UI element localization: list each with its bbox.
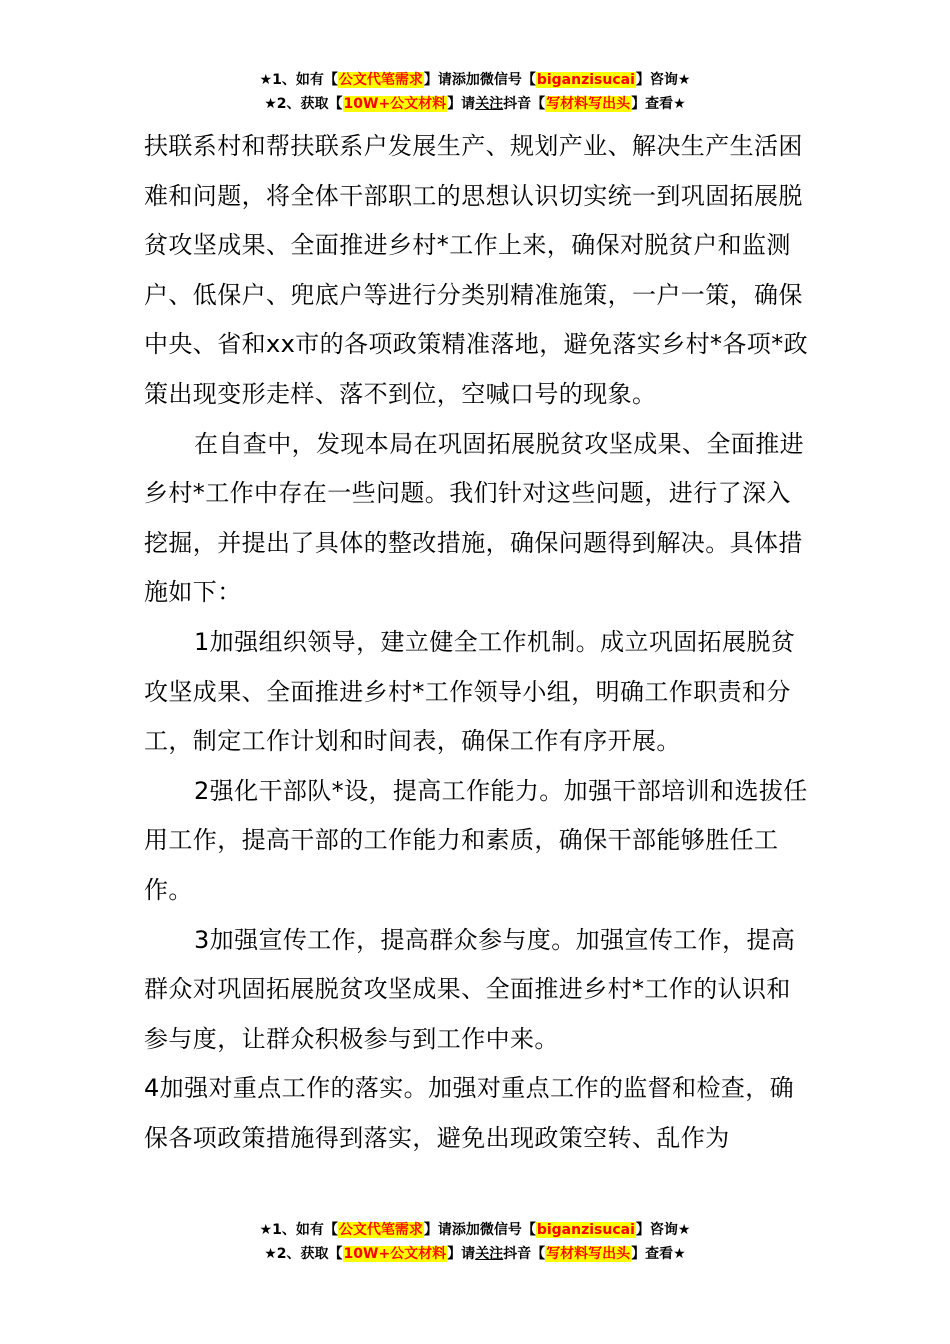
- paragraph-continuation: 扶联系村和帮扶联系户发展生产、规划产业、解决生产生活困难和问题，将全体干部职工的思想认识切实统一到巩固拓展脱贫攻坚成果、全面推进乡村*工作上来，确保对脱贫户和监测户、低保户、兜底户等进行分类别精准施策，一户一策，确保中央、省和xx市的各项政策精准落地，避免落实乡村*各项*政策出现变形走样、落不到位，空喊口号的现象。: [144, 132, 809, 408]
- highlight-materials: 10W+公文材料: [343, 96, 447, 112]
- header-banner: [0, 68, 950, 116]
- paragraph-measure-4: 4加强对重点工作的落实。加强对重点工作的监督和检查，确保各项政策措施得到落实，避免出现政策空转、乱作为: [144, 1074, 795, 1152]
- highlight-douyin-account: 写材料写出头: [546, 96, 631, 112]
- highlight-materials: 10W+公文材料: [343, 1246, 447, 1262]
- highlight-wechat-id: biganzisucai: [536, 72, 635, 88]
- document-body: [144, 122, 808, 1163]
- footer-line-1: ★1、如有【公文代笔需求】请添加微信号【biganzisucai】咨询★: [259, 1222, 691, 1238]
- footer-line-2: ★2、获取【10W+公文材料】请关注抖音【写材料写出头】查看★: [264, 1246, 686, 1262]
- paragraph-measure-1: 1加强组织领导，建立健全工作机制。成立巩固拓展脱贫攻坚成果、全面推进乡村*工作领导小组，明确工作职责和分工，制定工作计划和时间表，确保工作有序开展。: [144, 627, 796, 756]
- highlight-wechat-id: biganzisucai: [536, 1222, 635, 1238]
- header-line-2: ★2、获取【10W+公文材料】请关注抖音【写材料写出头】查看★: [264, 96, 686, 112]
- paragraph-self-check: 在自查中，发现本局在巩固拓展脱贫攻坚成果、全面推进乡村*工作中存在一些问题。我们针对这些问题，进行了深入挖掘，并提出了具体的整改措施，确保问题得到解决。具体措施如下：: [144, 429, 804, 607]
- paragraph-measure-3: 3加强宣传工作，提高群众参与度。加强宣传工作，提高群众对巩固拓展脱贫攻坚成果、全面推进乡村*工作的认识和参与度，让群众积极参与到工作中来。: [144, 925, 796, 1053]
- highlight-ghostwriting: 公文代笔需求: [338, 1222, 423, 1238]
- paragraph-measure-2: 2强化干部队*设，提高工作能力。加强干部培训和选拔任用工作，提高干部的工作能力和素质，确保干部能够胜任工作。: [144, 776, 808, 904]
- footer-banner: [0, 1218, 950, 1266]
- header-line-1: ★1、如有【公文代笔需求】请添加微信号【biganzisucai】咨询★: [259, 72, 691, 88]
- highlight-ghostwriting: 公文代笔需求: [338, 72, 423, 88]
- highlight-douyin-account: 写材料写出头: [546, 1246, 631, 1262]
